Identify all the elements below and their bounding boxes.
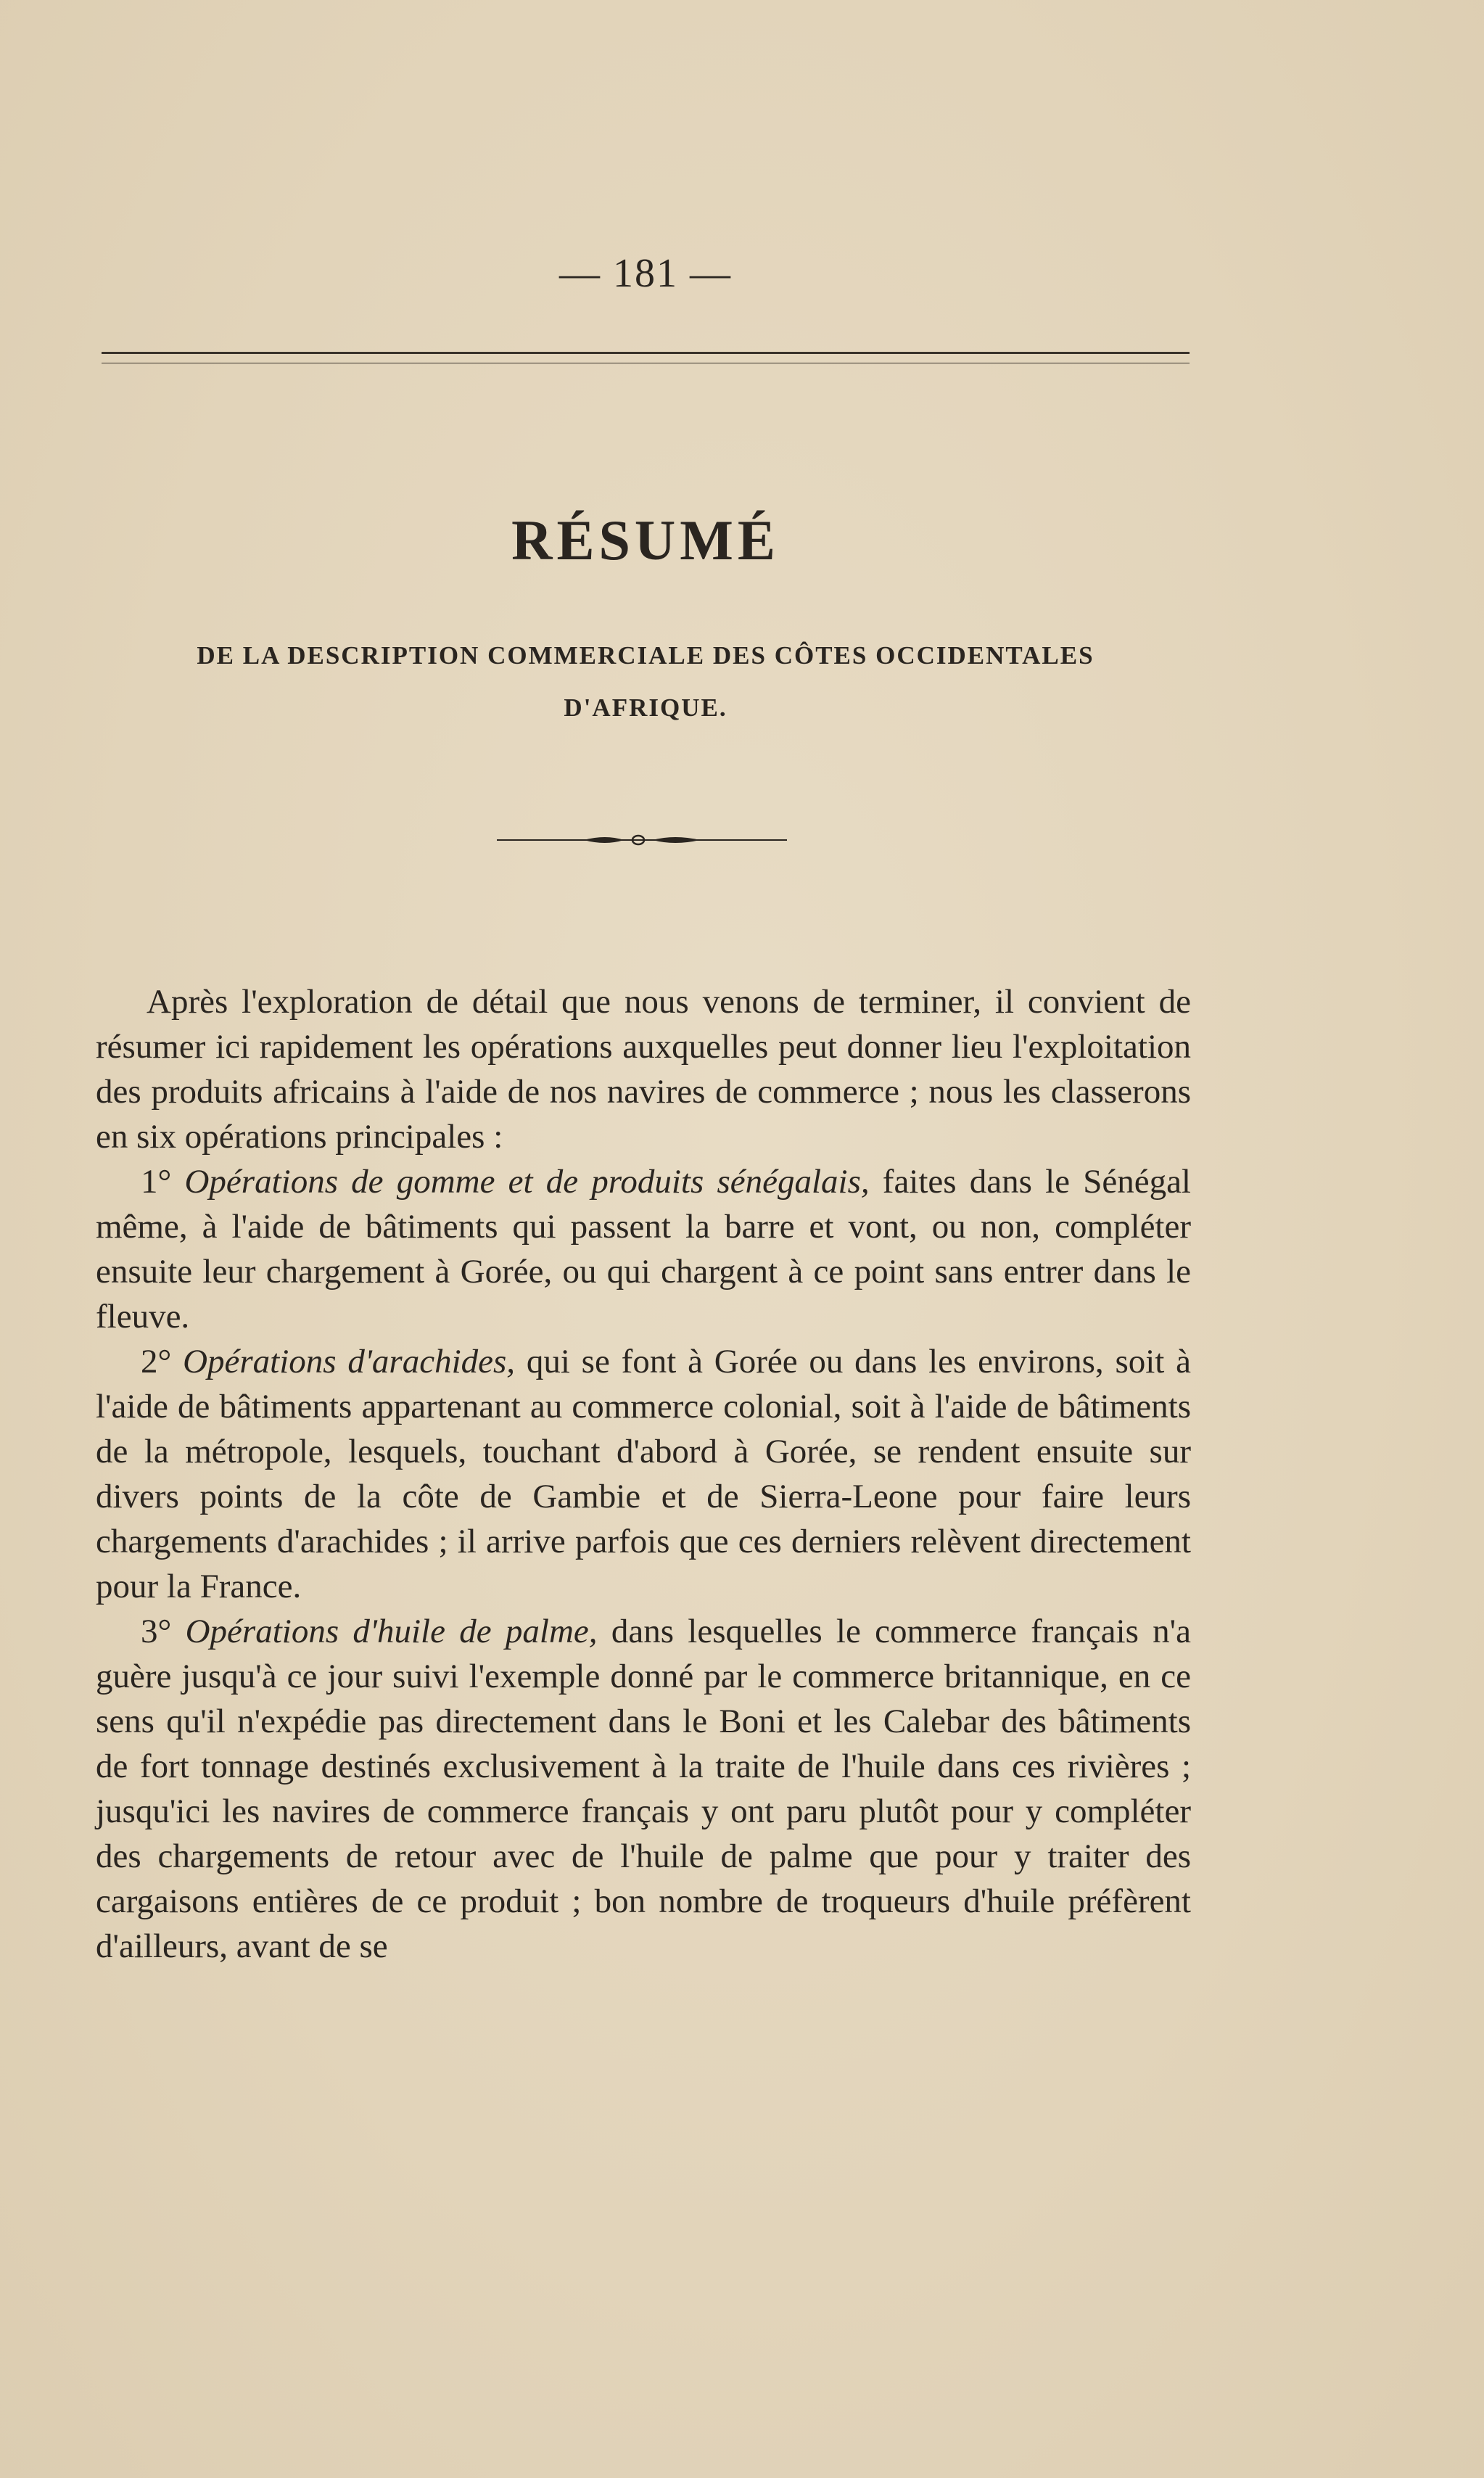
item-3-text: dans lesquelles le commerce français n'a guère jusqu'à ce jour suivi l'exemple donné par le commerce britannique, en ce sens qu'il n'expédie pas directement dans le Boni et les Calebar des bâtiments de fort tonnage destinés exclusivement à la traite de l'huile dans ces rivières ; jusqu'ici les navires de commerce français y ont paru plutôt pour y compléter des chargements de retour avec de l'huile de palme que pour y traiter des cargaisons entières de ce produit ; bon nombre de troqueurs d'huile préfèrent d'ailleurs, avant de se (96, 1613, 1192, 1965)
item-2-title: Opérations d'arachides, (183, 1343, 516, 1380)
header-rule (102, 352, 1190, 363)
item-1-number: 1° (141, 1163, 172, 1201)
item-1-text: faites dans le Sénégal même, à l'aide de bâtiments qui passent la barre et vont, ou non, compléter ensuite leur chargement à Gorée, ou qui chargent à ce point sans entrer dans le fleuve. (96, 1163, 1191, 1335)
subheading-line-2: D'AFRIQUE. (564, 693, 727, 722)
item-2-number: 2° (141, 1343, 172, 1380)
page-number: — 181 — (559, 251, 732, 296)
section-heading: RÉSUMÉ (511, 509, 780, 572)
item-3-paragraph (96, 1609, 1191, 1969)
subheading-line-1: DE LA DESCRIPTION COMMERCIALE DES CÔTES OCCIDENTALES (197, 641, 1095, 670)
item-3-number: 3° (141, 1613, 172, 1650)
item-2-paragraph (96, 1339, 1191, 1609)
body-text (96, 979, 1191, 1969)
item-1-title: Opérations de gomme et de produits sénégalais, (184, 1163, 870, 1201)
ornament-divider (497, 831, 787, 849)
item-2-text: qui se font à Gorée ou dans les environs, soit à l'aide de bâtiments appartenant au commerce colonial, soit à l'aide de bâtiments de la métropole, lesquels, touchant d'abord à Gorée, se rendent ensuite sur divers points de la côte de Gambie et de Sierra-Leone pour faire leurs chargements d'arachides ; il arrive parfois que ces derniers relèvent directement pour la France. (96, 1343, 1192, 1605)
item-1-paragraph (96, 1159, 1191, 1339)
intro-paragraph: Après l'exploration de détail que nous venons de terminer, il convient de résumer ici rapidement les opérations auxquelles peut donner lieu l'exploitation des produits africains à l'aide de nos navires de commerce ; nous les classerons en six opérations principales : (96, 983, 1191, 1156)
section-subheading (109, 630, 1182, 734)
item-3-title: Opérations d'huile de palme, (185, 1613, 598, 1650)
